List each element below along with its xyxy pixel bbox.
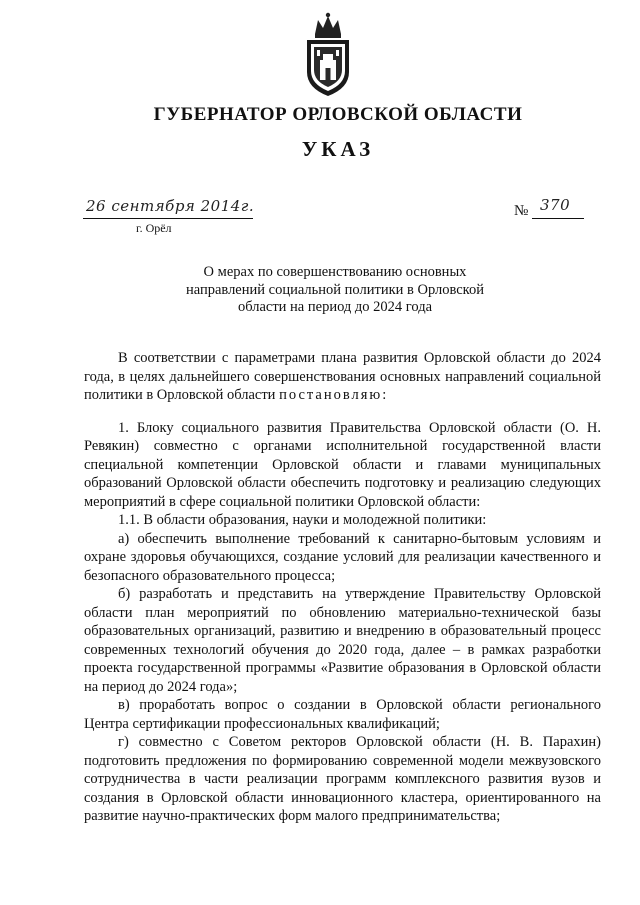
decree-subject [150,264,520,317]
subject-line-2: направлений социальной политики в Орловской [185,281,485,298]
city-label: г. Орёл [136,221,172,235]
issuer-title: ГУБЕРНАТОР ОРЛОВСКОЙ ОБЛАСТИ [153,104,523,125]
subject-line-1: О мерах по совершенствованию основных [203,264,467,280]
coat-of-arms-emblem [301,10,355,98]
document-type: УКАЗ [301,137,375,161]
subject-line-3: области на период до 2024 года [237,299,433,315]
paragraph-1-1: 1.1. В области образования, науки и молодежной политики: [118,512,487,528]
item-v: в) проработать вопрос о создании в Орловской области регионального Центра сертификации профессиональных квалификаций; [84,697,601,732]
paragraph-1: 1. Блоку социального развития Правительства Орловской области (О. Н. Ревякин) совместно с органами исполнительной государственной власти специальной компетенции Орловской области и главами муниципальных образований Орловской области обеспечить подготовку и реализацию следующих мероприятий в сфере социальной политики Орловской области: [84,419,601,510]
item-b: б) разработать и представить на утверждение Правительству Орловской области план мероприятий по обновлению материально-технической базы образовательных организаций, развитию и внедрению в образовательный процесс современных технологий обучения до 2020 года, далее – в рамках разработки проекта государственной программы «Развитие образования в Орловской области на период до 2024 года»; [84,586,601,695]
decree-word: постановляю: [279,387,389,403]
handwritten-number: 370 [540,196,571,214]
handwritten-date: 26 сентября 2014г. [86,197,255,215]
item-g: г) совместно с Советом ректоров Орловской области (Н. В. Парахин) подготовить предложения по формированию современной модели межвузовского сотрудничества в части реализации программ комплексного развития вузов и создания в Орловской области инновационного кластера, ориентированного на развитие научно-практических форм малого предпринимательства; [84,734,601,824]
preamble-text: В соответствии с параметрами плана развития Орловской области до 2024 года, в целях дальнейшего совершенствования основных направлений социальной политики в Орловской области [84,350,601,403]
decree-body [84,349,601,826]
number-label: № [514,203,529,219]
preamble-paragraph [84,349,601,405]
item-a: а) обеспечить выполнение требований к санитарно-бытовым условиям и охране здоровья обучающихся, создание условий для реализации качественного и безопасного образовательного процесса; [84,530,601,584]
